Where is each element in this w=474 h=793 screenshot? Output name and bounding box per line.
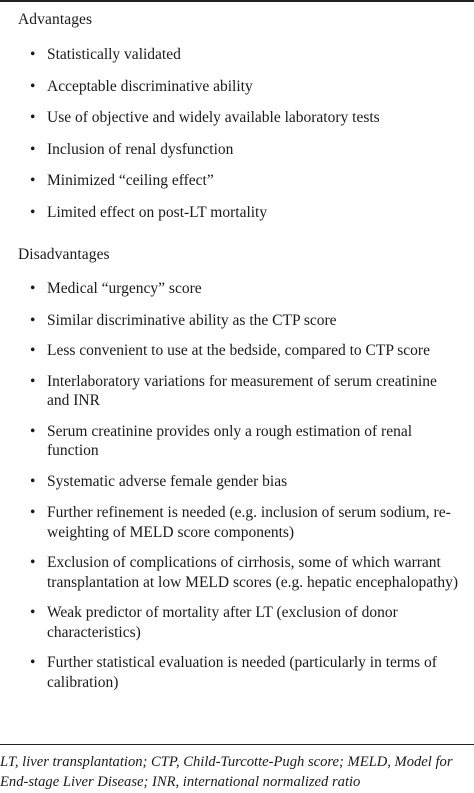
list-item [30,279,460,299]
bullet-icon: • [30,311,36,329]
list-item-text: Weak predictor of mortality after LT (exclusion of donor characteristics) [47,604,398,641]
list-item [30,203,460,223]
list-item-text: Interlaboratory variations for measurement of serum creatinine and INR [47,372,437,409]
list-item-text: Acceptable discriminative ability [47,77,253,95]
list-item-text: Further refinement is needed (e.g. inclusion of serum sodium, re-weighting of MELD score components) [47,504,451,541]
list-item-text: Similar discriminative ability as the CTP score [47,311,337,329]
bullet-icon: • [30,654,36,671]
list-item-text: Minimized “ceiling effect” [47,172,214,189]
list-item [30,140,460,160]
bullet-icon: • [30,203,36,221]
list-item-text: Limited effect on post-LT mortality [47,203,268,221]
bullet-icon: • [30,140,36,158]
table-top-rule [0,0,474,2]
list-item [30,311,460,331]
bullet-icon: • [30,504,36,521]
list-item [30,171,460,191]
list-item-text: Statistically validated [47,46,181,63]
bullet-icon: • [30,280,36,297]
table-footnote [0,752,474,792]
bullet-icon: • [30,422,36,440]
list-item-text: Use of objective and widely available laboratory tests [47,109,380,126]
bullet-icon: • [30,77,36,95]
footnote-line-1: LT, liver transplantation; CTP, Child-Turcotte-Pugh score; MELD, Model for [0,754,453,770]
bullet-icon: • [30,372,36,390]
disadvantages-list [30,279,460,692]
list-item [30,472,460,492]
list-item [30,653,460,692]
bullet-icon: • [30,604,36,621]
bullet-icon: • [30,46,36,63]
list-item-text: Inclusion of renal dysfunction [47,140,234,158]
disadvantages-heading: Disadvantages [18,246,110,263]
advantages-list [30,45,460,222]
list-item-text: Less convenient to use at the bedside, compared to CTP score [47,342,430,359]
advantages-heading: Advantages [18,11,93,28]
list-item [30,422,460,461]
list-item [30,108,460,128]
list-item-text: Further statistical evaluation is needed (particularly in terms of calibration) [47,654,437,691]
bullet-icon: • [30,342,36,359]
list-item [30,603,460,642]
list-item [30,553,460,592]
list-item-text: Exclusion of complications of cirrhosis, some of which warrant transplantation at low MELD scores (e.g. hepatic encephalopathy) [47,554,459,591]
list-item [30,341,460,361]
list-item-text: Systematic adverse female gender bias [47,472,288,490]
footnote-line-2: End-stage Liver Disease; INR, international normalized ratio [0,774,361,790]
list-item-text: Serum creatinine provides only a rough estimation of renal function [47,422,413,459]
bullet-icon: • [30,109,36,126]
list-item-text: Medical “urgency” score [47,280,202,297]
list-item [30,77,460,97]
bullet-icon: • [30,172,36,189]
table-bottom-rule [0,744,474,745]
bullet-icon: • [30,472,36,490]
bullet-icon: • [30,554,36,571]
list-item [30,372,460,411]
list-item [30,503,460,542]
list-item [30,45,460,65]
